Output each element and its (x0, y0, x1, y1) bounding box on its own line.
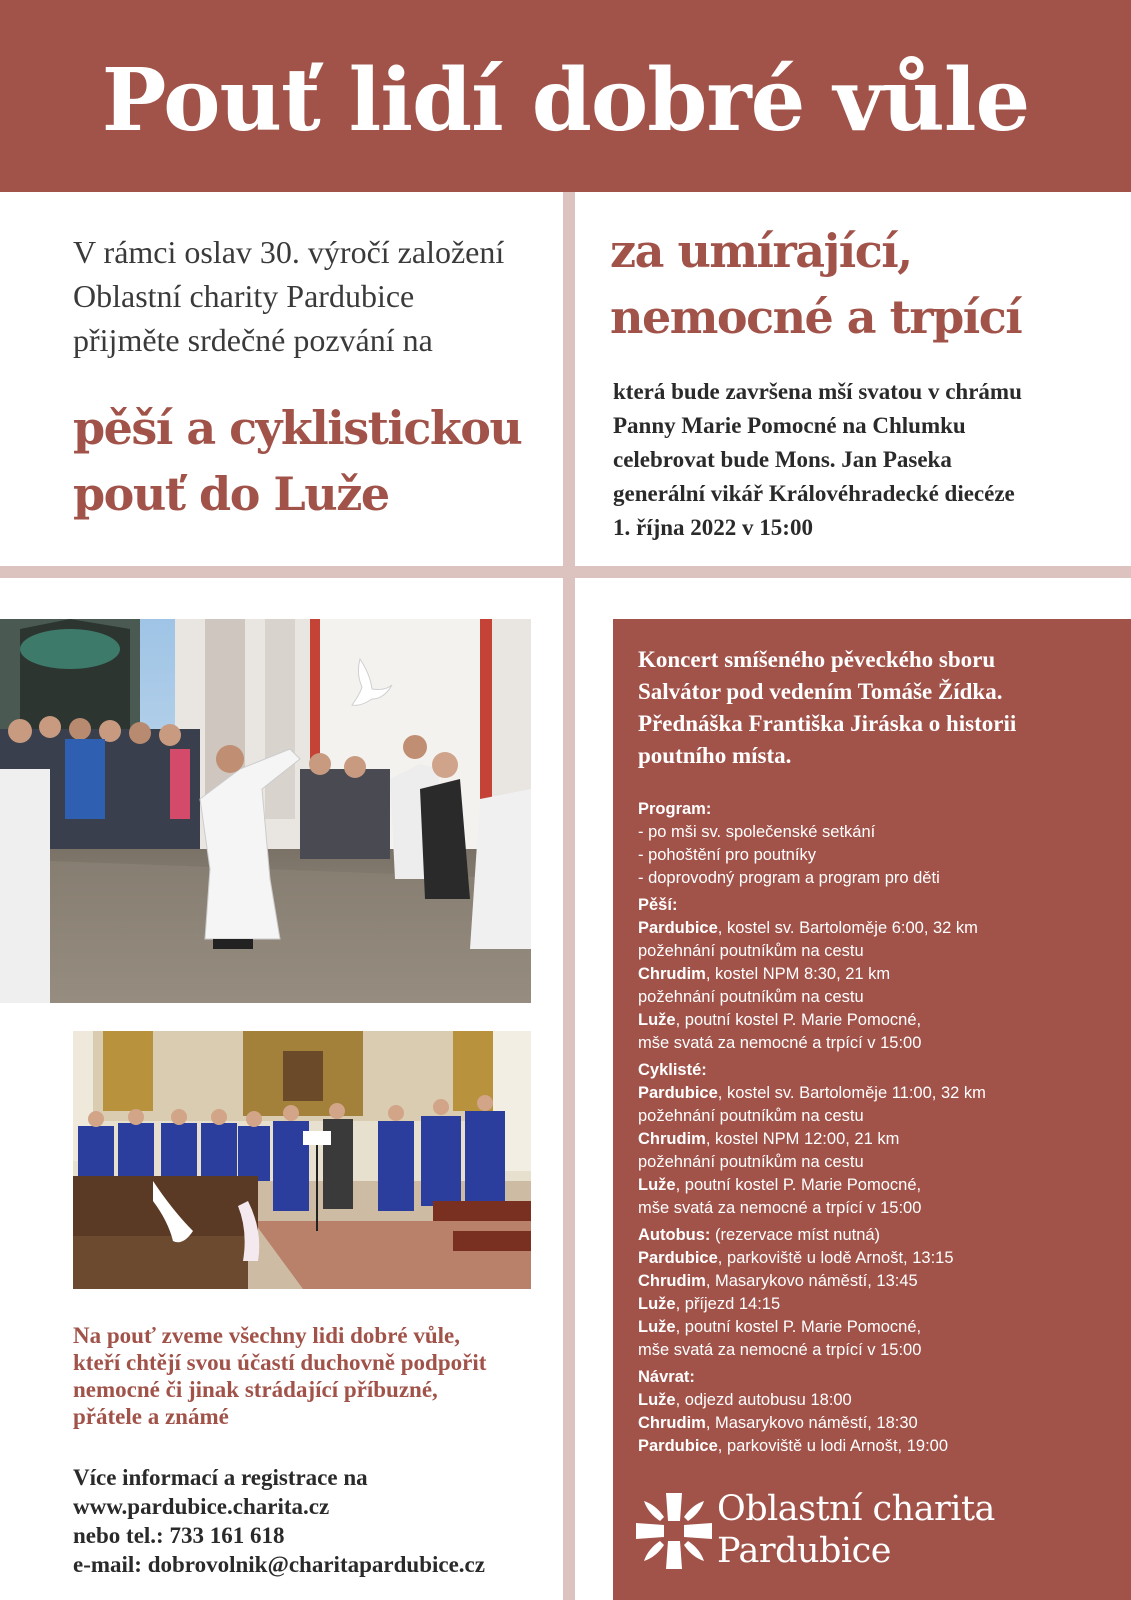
phone-number: nebo tel.: 733 161 618 (73, 1523, 285, 1548)
charity-name-line2: Pardubice (717, 1531, 891, 1571)
bike-heading: Cyklisté: (638, 1061, 707, 1079)
bike-schedule (638, 1082, 1118, 1220)
walk-stop (638, 986, 1118, 1009)
intention-line: nemocné a trpící (610, 290, 1022, 344)
return-stop-place: Chrudim (638, 1414, 706, 1432)
concert-line: poutního místa. (638, 743, 792, 768)
bike-stop-detail: , kostel NPM 12:00, 21 km (705, 1130, 900, 1148)
bike-stop-detail: mše svatá za nemocné a trpící v 15:00 (638, 1199, 922, 1217)
bike-stop (638, 1197, 1118, 1220)
program-schedule (638, 794, 1118, 1458)
charity-name (717, 1488, 995, 1572)
bus-stop-place: Chrudim (638, 1272, 706, 1290)
bike-stop (638, 1128, 1118, 1151)
return-stop-place: Luže (638, 1391, 676, 1409)
bus-stop-place: Pardubice (638, 1249, 718, 1267)
pilgrimage-heading (73, 395, 553, 527)
bus-stop-detail: mše svatá za nemocné a trpící v 15:00 (638, 1341, 922, 1359)
return-stop (638, 1412, 1118, 1435)
photo-choir (73, 1031, 531, 1289)
pilgrimage-line: pěší a cyklistickou (73, 401, 522, 455)
bike-stop (638, 1105, 1118, 1128)
walk-stop-detail: , kostel NPM 8:30, 21 km (705, 965, 891, 983)
return-stop (638, 1389, 1118, 1412)
contact-line: Více informací a registrace na (73, 1465, 368, 1490)
mass-line: která bude završena mší svatou v chrámu (613, 379, 1022, 404)
bus-schedule (638, 1247, 1118, 1362)
email-link[interactable]: e-mail: dobrovolnik@charitapardubice.cz (73, 1552, 485, 1577)
contact-info (73, 1463, 553, 1579)
bike-stop-detail: požehnání poutníkům na cestu (638, 1107, 864, 1125)
bus-stop (638, 1339, 1118, 1362)
walk-stop-detail: požehnání poutníkům na cestu (638, 942, 864, 960)
walk-stop-detail: , kostel sv. Bartoloměje 6:00, 32 km (717, 919, 978, 937)
walk-stop (638, 917, 1118, 940)
invitation-line: přátele a známé (73, 1404, 229, 1429)
bike-stop-detail: požehnání poutníkům na cestu (638, 1153, 864, 1171)
pilgrimage-line: pouť do Luže (73, 467, 389, 521)
mass-date: 1. října 2022 v 15:00 (613, 515, 813, 540)
program-heading: Program: (638, 800, 712, 818)
bus-stop-detail: , parkoviště u lodě Arnošt, 13:15 (717, 1249, 954, 1267)
bike-stop-detail: , kostel sv. Bartoloměje 11:00, 32 km (717, 1084, 986, 1102)
walk-stop-detail: mše svatá za nemocné a trpící v 15:00 (638, 1034, 922, 1052)
bike-stop-place: Chrudim (638, 1130, 706, 1148)
bike-stop-place: Pardubice (638, 1084, 718, 1102)
return-stop-detail: , parkoviště u lodi Arnošt, 19:00 (717, 1437, 948, 1455)
walk-stop-place: Chrudim (638, 965, 706, 983)
invitation-line: kteří chtějí svou účastí duchovně podpořit (73, 1350, 487, 1375)
return-heading: Návrat: (638, 1368, 695, 1386)
bus-stop (638, 1316, 1118, 1339)
intro-line: přijměte srdečné pozvání na (73, 322, 433, 358)
concert-line: Salvátor pod vedením Tomáše Žídka. (638, 679, 1003, 704)
program-item: - doprovodný program a program pro děti (638, 869, 940, 887)
intention-line: za umírající, (610, 224, 912, 278)
bus-stop-place: Luže (638, 1295, 676, 1313)
bus-heading: Autobus: (638, 1226, 711, 1244)
program-item: - pohoštění pro poutníky (638, 846, 816, 864)
walk-stop-place: Pardubice (638, 919, 718, 937)
bus-stop-detail: , Masarykovo náměstí, 13:45 (705, 1272, 918, 1290)
walk-stop-place: Luže (638, 1011, 676, 1029)
charity-name-line1: Oblastní charita (717, 1489, 995, 1529)
invitation-text (73, 1322, 553, 1430)
walk-heading: Pěší: (638, 896, 678, 914)
intro-line: Oblastní charity Pardubice (73, 278, 415, 314)
return-stop-place: Pardubice (638, 1437, 718, 1455)
return-stop-detail: , odjezd autobusu 18:00 (675, 1391, 852, 1409)
intention-heading (610, 218, 1110, 350)
return-schedule (638, 1389, 1118, 1458)
vertical-divider (563, 192, 575, 1600)
invitation-line: nemocné či jinak strádající příbuzné, (73, 1377, 438, 1402)
bus-note: (rezervace míst nutná) (710, 1226, 881, 1244)
intro-text (73, 230, 553, 362)
bike-stop-detail: , poutní kostel P. Marie Pomocné, (675, 1176, 922, 1194)
walk-stop (638, 940, 1118, 963)
invitation-line: Na pouť zveme všechny lidi dobré vůle, (73, 1323, 461, 1348)
mass-line: generální vikář Královéhradecké diecéze (613, 481, 1015, 506)
bus-stop (638, 1293, 1118, 1316)
walk-stop-detail: , poutní kostel P. Marie Pomocné, (675, 1011, 922, 1029)
mass-details (613, 375, 1113, 545)
photo-dove-release (0, 619, 531, 1003)
page-title: Pouť lidí dobré vůle (101, 50, 1030, 151)
walk-stop (638, 1032, 1118, 1055)
bike-stop (638, 1151, 1118, 1174)
bus-stop-place: Luže (638, 1318, 676, 1336)
intro-line: V rámci oslav 30. výročí založení (73, 234, 505, 270)
bike-stop-place: Luže (638, 1176, 676, 1194)
website-link[interactable]: www.pardubice.charita.cz (73, 1494, 330, 1519)
walk-schedule (638, 917, 1118, 1055)
concert-line: Přednáška Františka Jiráska o historii (638, 711, 1017, 736)
walk-stop-detail: požehnání poutníkům na cestu (638, 988, 864, 1006)
bus-stop-detail: , příjezd 14:15 (675, 1295, 781, 1313)
bus-heading-line (638, 1224, 1118, 1247)
bus-stop (638, 1270, 1118, 1293)
bike-stop (638, 1174, 1118, 1197)
concert-text (638, 644, 1118, 772)
concert-line: Koncert smíšeného pěveckého sboru (638, 647, 996, 672)
charita-cross-icon (634, 1491, 714, 1571)
walk-stop (638, 963, 1118, 986)
horizontal-divider (0, 566, 1131, 578)
program-item: - po mši sv. společenské setkání (638, 823, 876, 841)
return-stop-detail: , Masarykovo náměstí, 18:30 (705, 1414, 918, 1432)
bike-stop (638, 1082, 1118, 1105)
bus-stop (638, 1247, 1118, 1270)
bus-stop-detail: , poutní kostel P. Marie Pomocné, (675, 1318, 922, 1336)
walk-stop (638, 1009, 1118, 1032)
mass-line: celebrovat bude Mons. Jan Paseka (613, 447, 952, 472)
return-stop (638, 1435, 1118, 1458)
mass-line: Panny Marie Pomocné na Chlumku (613, 413, 966, 438)
